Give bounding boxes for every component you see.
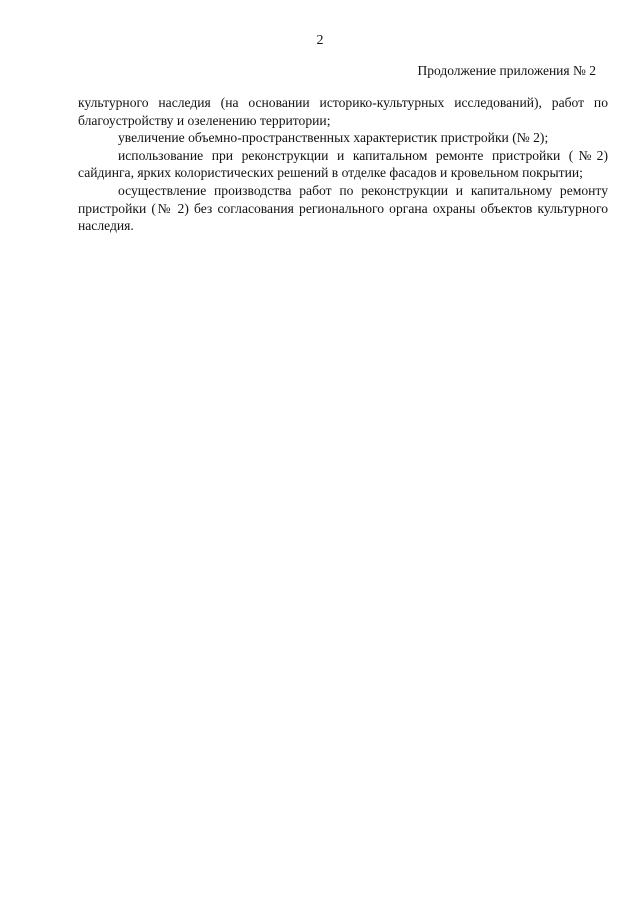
paragraph-volume-increase: увеличение объемно-пространственных характеристик пристройки (№ 2); [118, 130, 549, 146]
page-number: 2 [316, 33, 324, 48]
paragraph-cultural-heritage-works: культурного наследия (на основании историко-культурных исследований), работ по благоустройству и озеленению территории; [78, 95, 608, 128]
paragraph-works-without-approval: осуществление производства работ по реконструкции и капитальному ремонту пристройки (№ 2) без согласования регионального органа охраны объектов культурного наследия. [78, 182, 608, 234]
appendix-continuation-note: Продолжение приложения № 2 [417, 63, 596, 78]
body-text [78, 94, 608, 235]
paragraph-siding-colors: использование при реконструкции и капитальном ремонте пристройки (№2) сайдинга, ярких колористических решений в отделке фасадов и кровельном покрытии; [78, 147, 608, 181]
